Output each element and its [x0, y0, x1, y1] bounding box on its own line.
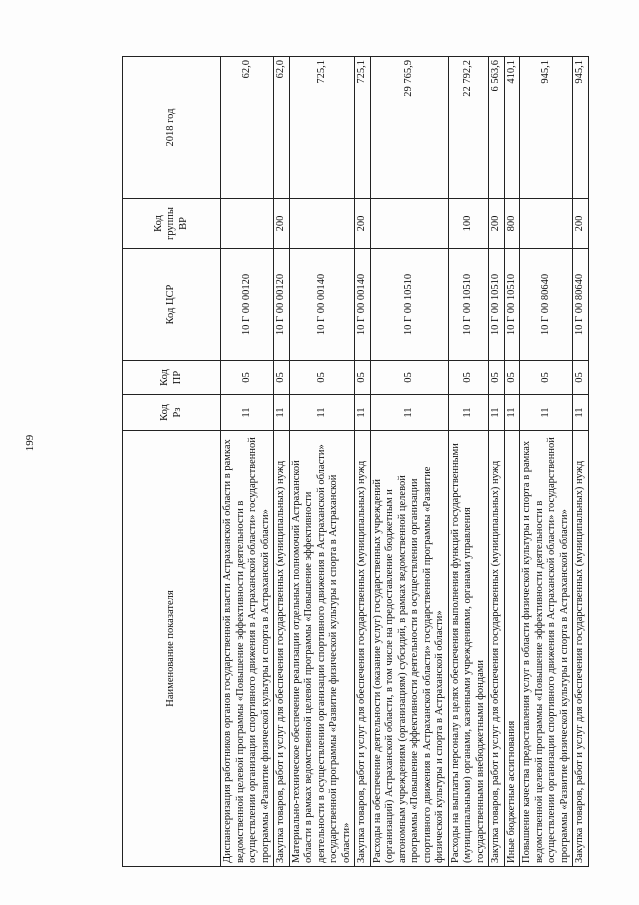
row-pr: 05 [520, 361, 573, 395]
row-amount: 945,1 [573, 57, 589, 199]
table-row [504, 57, 520, 867]
row-vr [221, 199, 274, 249]
row-vr [289, 199, 355, 249]
table-row [221, 57, 274, 867]
row-vr: 200 [573, 199, 589, 249]
row-rz: 11 [289, 395, 355, 431]
row-name: Закупка товаров, работ и услуг для обеспечения государственных (муниципальных) нужд [355, 431, 371, 867]
row-name: Иные бюджетные ассигнования [504, 431, 520, 867]
row-name: Диспансеризация работников органов государственной власти Астраханской области в рамках ведомственной целевой программы «Повышение эффективности деятельности в осуществлении организации спортивного движения в Астраханской области» государственной программы «Развитие физической культуры и спорта в Астраханской области» [221, 431, 274, 867]
header-rz: Код Рз [123, 395, 221, 431]
header-name: Наименование показателя [123, 431, 221, 867]
table-row [355, 57, 371, 867]
row-amount: 725,1 [289, 57, 355, 199]
row-rz: 11 [370, 395, 448, 431]
rotated-table-container [122, 57, 585, 867]
row-vr [520, 199, 573, 249]
table-row [370, 57, 448, 867]
row-csr: 10 Г 00 10510 [489, 249, 505, 361]
table-row [489, 57, 505, 867]
table-row [448, 57, 489, 867]
row-rz: 11 [274, 395, 290, 431]
table-row [520, 57, 573, 867]
row-rz: 11 [520, 395, 573, 431]
row-csr: 10 Г 00 00120 [221, 249, 274, 361]
row-csr: 10 Г 00 80640 [520, 249, 573, 361]
row-csr: 10 Г 00 10510 [370, 249, 448, 361]
row-name: Закупка товаров, работ и услуг для обеспечения государственных (муниципальных) нужд [274, 431, 290, 867]
row-amount: 29 765,9 [370, 57, 448, 199]
row-vr [370, 199, 448, 249]
header-csr: Код ЦСР [123, 249, 221, 361]
row-csr: 10 Г 00 00140 [289, 249, 355, 361]
row-pr: 05 [221, 361, 274, 395]
header-year: 2018 год [123, 57, 221, 199]
table-header-row [123, 57, 221, 867]
row-pr: 05 [448, 361, 489, 395]
row-amount: 22 792,2 [448, 57, 489, 199]
row-name: Закупка товаров, работ и услуг для обеспечения государственных (муниципальных) нужд [489, 431, 505, 867]
row-name: Материально-техническое обеспечение реализации отдельных полномочий Астраханской области в рамках ведомственной целевой программы «Повышение эффективности деятельности в осуществлении организации спортивного движения в Астраханской области» государственной программы «Развитие физической культуры и спорта в Астраханской области» [289, 431, 355, 867]
row-vr: 800 [504, 199, 520, 249]
table-row [573, 57, 589, 867]
row-amount: 725,1 [355, 57, 371, 199]
table-row [274, 57, 290, 867]
budget-table [122, 56, 589, 867]
row-vr: 200 [489, 199, 505, 249]
row-amount: 62,0 [274, 57, 290, 199]
row-rz: 11 [489, 395, 505, 431]
row-amount: 410,1 [504, 57, 520, 199]
row-csr: 10 Г 00 80640 [573, 249, 589, 361]
table-row [289, 57, 355, 867]
row-pr: 05 [489, 361, 505, 395]
row-pr: 05 [504, 361, 520, 395]
row-name: Закупка товаров, работ и услуг для обеспечения государственных (муниципальных) нужд [573, 431, 589, 867]
row-csr: 10 Г 00 10510 [448, 249, 489, 361]
row-name: Повышение качества предоставления услуг в области физической культуры и спорта в рамках ведомственной целевой программы «Повышение эффективности деятельности в осуществлении организации спортивного движения в Астраханской области» государственной программы «Развитие физической культуры и спорта в Астраханской области» [520, 431, 573, 867]
row-csr: 10 Г 00 00140 [355, 249, 371, 361]
row-amount: 62,0 [221, 57, 274, 199]
row-pr: 05 [370, 361, 448, 395]
row-rz: 11 [448, 395, 489, 431]
row-pr: 05 [274, 361, 290, 395]
row-amount: 6 563,6 [489, 57, 505, 199]
header-pr: Код ПР [123, 361, 221, 395]
row-vr: 100 [448, 199, 489, 249]
row-csr: 10 Г 00 00120 [274, 249, 290, 361]
page-number: 199 [24, 434, 36, 452]
row-rz: 11 [355, 395, 371, 431]
row-pr: 05 [289, 361, 355, 395]
row-csr: 10 Г 00 10510 [504, 249, 520, 361]
row-vr: 200 [355, 199, 371, 249]
header-vr: Код группы ВР [123, 199, 221, 249]
row-amount: 945,1 [520, 57, 573, 199]
row-rz: 11 [221, 395, 274, 431]
row-name: Расходы на обеспечение деятельности (оказание услуг) государственных учреждений (организаций) Астраханской области, в том числе на предоставление бюджетным и автономным учреждениям (организациям) субсидий, в рамках ведомственной целевой программы «Повышение эффективности деятельности в осуществлении организации спортивного движения в Астраханской области» государственной программы «Развитие физической культуры и спорта в Астраханской области» [370, 431, 448, 867]
row-rz: 11 [573, 395, 589, 431]
row-pr: 05 [355, 361, 371, 395]
row-name: Расходы на выплаты персоналу в целях обеспечения выполнения функций государственными (муниципальными) органами, казенными учреждениями, органами управления государственными внебюджетными фондами [448, 431, 489, 867]
row-vr: 200 [274, 199, 290, 249]
row-pr: 05 [573, 361, 589, 395]
row-rz: 11 [504, 395, 520, 431]
